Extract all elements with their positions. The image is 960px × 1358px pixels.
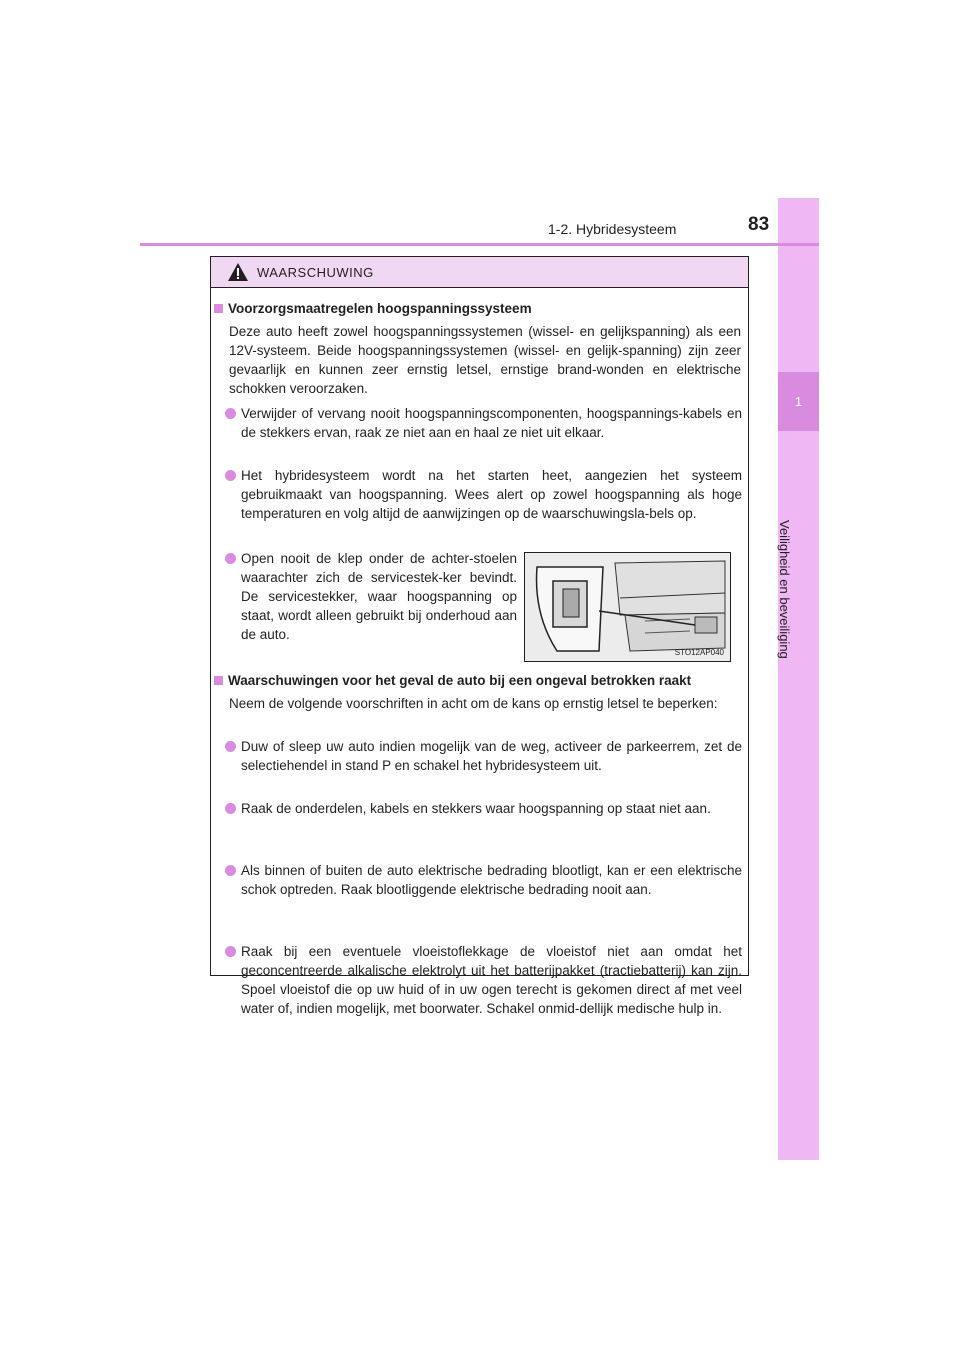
warning-header <box>211 257 748 288</box>
bullet-icon <box>225 803 236 814</box>
list-item: Raak de onderdelen, kabels en stekkers waar hoogspanning op staat niet aan. <box>225 799 742 818</box>
bullet-icon <box>225 741 236 752</box>
warning-triangle-icon <box>227 262 249 282</box>
list-item: Open nooit de klep onder de achter-stoelen waarachter zich de servicestek-ker bevindt. De servicestekker, waar hoogspanning op staat, wordt alleen gebruikt bij onderhoud aan de auto. <box>225 549 517 644</box>
bullet-icon <box>225 553 236 564</box>
list-item: Verwijder of vervang nooit hoogspanningscomponenten, hoogspannings-kabels en de stekkers ervan, raak ze niet aan en haal ze niet uit elkaar. <box>225 404 742 442</box>
section-intro: Neem de volgende voorschriften in acht om de kans op ernstig letsel te beperken: <box>229 696 718 711</box>
side-tab-label: Veiligheid en beveiliging <box>777 520 792 659</box>
header-rule <box>140 243 819 246</box>
page-number: 83 <box>748 214 770 235</box>
side-tab-number: 1 <box>778 372 819 431</box>
bullet-icon <box>225 865 236 876</box>
figure-code: STO12AP040 <box>674 648 724 657</box>
list-item: Als binnen of buiten de auto elektrische bedrading blootligt, kan er een elektrische schok optreden. Raak blootliggende elektrische bedrading nooit aan. <box>225 861 742 899</box>
bullet-icon <box>225 408 236 419</box>
bullet-icon <box>225 946 236 957</box>
square-bullet-icon <box>214 676 223 685</box>
list-item: Duw of sleep uw auto indien mogelijk van de weg, activeer de parkeerrem, zet de selectiehendel in stand P en schakel het hybridesysteem uit. <box>225 737 742 775</box>
chapter-title: 1-2. Hybridesysteem <box>548 221 677 237</box>
section-title: Waarschuwingen voor het geval de auto bij een ongeval betrokken raakt <box>214 673 691 688</box>
service-plug-figure <box>524 552 731 662</box>
square-bullet-icon <box>214 304 223 313</box>
section-title: Voorzorgsmaatregelen hoogspanningssysteem <box>214 301 532 316</box>
list-item: Raak bij een eventuele vloeistoflekkage de vloeistof niet aan omdat het geconcentreerde alkalische elektrolyt uit het batterijpakket (tractiebatterij) kan zijn. Spoel vloeistof die op uw huid of in uw ogen terecht is gekomen direct af met veel water of, indien mogelijk, met boorwater. Schakel onmid-dellijk medische hulp in. <box>225 942 742 1018</box>
seat-illustration <box>525 553 731 662</box>
bullet-icon <box>225 470 236 481</box>
warning-box <box>210 256 749 1016</box>
warning-title: WAARSCHUWING <box>257 265 374 280</box>
section-intro: Deze auto heeft zowel hoogspanningssystemen (wissel- en gelijkspanning) als een 12V-systeem. Beide hoogspanningssystemen (wissel- en gelijk-spanning) zijn zeer gevaarlijk en kunnen zeer ernstig letsel, ernstige brand-wonden en elektrische schokken veroorzaken. <box>229 324 741 396</box>
list-item: Het hybridesysteem wordt na het starten heet, aangezien het systeem gebruikmaakt van hoogspanning. Wees alert op zowel hoogspanning als hoge temperaturen en volg altijd de aanwijzingen op de waarschuwingsla-bels op. <box>225 466 742 523</box>
